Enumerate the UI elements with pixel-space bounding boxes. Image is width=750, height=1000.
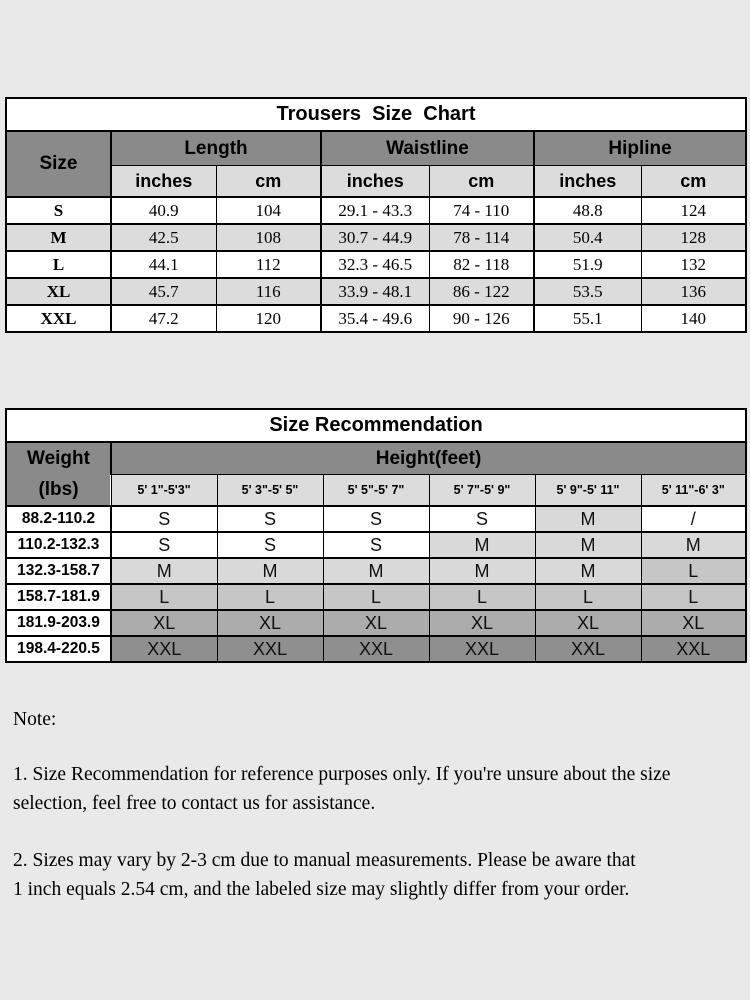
length-cm-value: 112 bbox=[216, 251, 321, 278]
recommended-size: XXL bbox=[217, 636, 323, 662]
recommended-size: M bbox=[217, 558, 323, 584]
weight-range: 110.2-132.3 bbox=[6, 532, 111, 558]
waistline-cm-value: 90 - 126 bbox=[429, 305, 534, 332]
size-label: M bbox=[6, 224, 111, 251]
height-range-header-4: 5' 7"-5' 9" bbox=[429, 475, 535, 507]
recommendation-title-row bbox=[6, 409, 746, 442]
recommended-size: L bbox=[323, 584, 429, 610]
hipline-group-header: Hipline bbox=[534, 131, 746, 166]
length-cm-header: cm bbox=[216, 166, 321, 198]
weight-row-2 bbox=[6, 532, 746, 558]
note-1 bbox=[13, 760, 737, 818]
size-chart-group-header-row bbox=[6, 131, 746, 166]
size-label: XXL bbox=[6, 305, 111, 332]
recommended-size: XXL bbox=[323, 636, 429, 662]
size-chart-title-row bbox=[6, 98, 746, 131]
weight-range: 158.7-181.9 bbox=[6, 584, 111, 610]
length-inches-value: 40.9 bbox=[111, 197, 216, 224]
size-chart-unit-header-row bbox=[6, 166, 746, 198]
recommended-size: L bbox=[641, 584, 746, 610]
note-1-line-2: selection, feel free to contact us for assistance. bbox=[13, 793, 376, 814]
weight-range: 198.4-220.5 bbox=[6, 636, 111, 662]
recommended-size: XXL bbox=[429, 636, 535, 662]
recommended-size: S bbox=[429, 506, 535, 532]
length-group-header: Length bbox=[111, 131, 321, 166]
waistline-cm-value: 74 - 110 bbox=[429, 197, 534, 224]
note-2-line-2: 1 inch equals 2.54 cm, and the labeled size may slightly differ from your order. bbox=[13, 879, 630, 900]
weight-range: 181.9-203.9 bbox=[6, 610, 111, 636]
recommended-size: L bbox=[641, 558, 746, 584]
weight-row-6 bbox=[6, 636, 746, 662]
recommended-size: M bbox=[111, 558, 217, 584]
hipline-cm-value: 132 bbox=[641, 251, 746, 278]
length-cm-value: 108 bbox=[216, 224, 321, 251]
notes-section bbox=[13, 708, 737, 904]
waistline-group-header: Waistline bbox=[321, 131, 534, 166]
size-label: S bbox=[6, 197, 111, 224]
waistline-inches-value: 30.7 - 44.9 bbox=[321, 224, 429, 251]
length-cm-value: 104 bbox=[216, 197, 321, 224]
recommended-size: L bbox=[111, 584, 217, 610]
waistline-cm-header: cm bbox=[429, 166, 534, 198]
height-group-header: Height(feet) bbox=[111, 442, 746, 475]
length-inches-value: 44.1 bbox=[111, 251, 216, 278]
recommended-size: XXL bbox=[535, 636, 641, 662]
recommended-size: S bbox=[217, 506, 323, 532]
note-2-line-1: 2. Sizes may vary by 2-3 cm due to manual measurements. Please be aware that bbox=[13, 850, 636, 871]
weight-header-line2: (lbs) bbox=[38, 479, 79, 500]
weight-column-header bbox=[6, 442, 111, 506]
size-label: L bbox=[6, 251, 111, 278]
length-inches-value: 47.2 bbox=[111, 305, 216, 332]
size-row-xxl bbox=[6, 305, 746, 332]
weight-header-line1: Weight bbox=[27, 448, 90, 469]
height-range-header-5: 5' 9"-5' 11" bbox=[535, 475, 641, 507]
height-range-header-3: 5' 5"-5' 7" bbox=[323, 475, 429, 507]
size-chart-title: Trousers Size Chart bbox=[6, 98, 746, 131]
hipline-inches-header: inches bbox=[534, 166, 641, 198]
weight-range: 88.2-110.2 bbox=[6, 506, 111, 532]
note-1-line-1: 1. Size Recommendation for reference purposes only. If you're unsure about the size bbox=[13, 764, 671, 785]
hipline-inches-value: 50.4 bbox=[534, 224, 641, 251]
recommended-size: XL bbox=[111, 610, 217, 636]
size-row-xl bbox=[6, 278, 746, 305]
waistline-cm-value: 82 - 118 bbox=[429, 251, 534, 278]
height-range-header-row bbox=[6, 475, 746, 507]
recommended-size: XL bbox=[535, 610, 641, 636]
recommendation-group-header-row bbox=[6, 442, 746, 475]
recommendation-title: Size Recommendation bbox=[6, 409, 746, 442]
hipline-cm-value: 136 bbox=[641, 278, 746, 305]
recommended-size: S bbox=[111, 506, 217, 532]
hipline-cm-value: 140 bbox=[641, 305, 746, 332]
hipline-inches-value: 55.1 bbox=[534, 305, 641, 332]
length-cm-value: 116 bbox=[216, 278, 321, 305]
weight-row-3 bbox=[6, 558, 746, 584]
recommended-size: S bbox=[323, 532, 429, 558]
size-recommendation-table bbox=[5, 408, 747, 663]
recommended-size: M bbox=[641, 532, 746, 558]
waistline-inches-value: 29.1 - 43.3 bbox=[321, 197, 429, 224]
hipline-cm-value: 124 bbox=[641, 197, 746, 224]
waistline-cm-value: 86 - 122 bbox=[429, 278, 534, 305]
weight-row-5 bbox=[6, 610, 746, 636]
trousers-size-chart-table bbox=[5, 97, 747, 333]
waistline-inches-header: inches bbox=[321, 166, 429, 198]
length-inches-value: 45.7 bbox=[111, 278, 216, 305]
note-2 bbox=[13, 846, 737, 904]
weight-row-4 bbox=[6, 584, 746, 610]
recommended-size: S bbox=[217, 532, 323, 558]
recommended-size: S bbox=[323, 506, 429, 532]
height-range-header-2: 5' 3"-5' 5" bbox=[217, 475, 323, 507]
waistline-inches-value: 32.3 - 46.5 bbox=[321, 251, 429, 278]
size-column-header: Size bbox=[6, 131, 111, 197]
height-range-header-6: 5' 11"-6' 3" bbox=[641, 475, 746, 507]
height-range-header-1: 5' 1"-5'3" bbox=[111, 475, 217, 507]
recommended-size: M bbox=[429, 532, 535, 558]
size-row-l bbox=[6, 251, 746, 278]
recommended-size: L bbox=[217, 584, 323, 610]
size-row-s bbox=[6, 197, 746, 224]
recommended-size: XXL bbox=[111, 636, 217, 662]
size-label: XL bbox=[6, 278, 111, 305]
weight-row-1 bbox=[6, 506, 746, 532]
recommended-size: / bbox=[641, 506, 746, 532]
hipline-cm-header: cm bbox=[641, 166, 746, 198]
hipline-inches-value: 53.5 bbox=[534, 278, 641, 305]
recommended-size: M bbox=[535, 558, 641, 584]
hipline-cm-value: 128 bbox=[641, 224, 746, 251]
weight-range: 132.3-158.7 bbox=[6, 558, 111, 584]
size-row-m bbox=[6, 224, 746, 251]
recommended-size: XL bbox=[429, 610, 535, 636]
hipline-inches-value: 51.9 bbox=[534, 251, 641, 278]
length-inches-header: inches bbox=[111, 166, 216, 198]
waistline-inches-value: 33.9 - 48.1 bbox=[321, 278, 429, 305]
waistline-inches-value: 35.4 - 49.6 bbox=[321, 305, 429, 332]
recommended-size: XL bbox=[641, 610, 746, 636]
recommended-size: S bbox=[111, 532, 217, 558]
length-cm-value: 120 bbox=[216, 305, 321, 332]
hipline-inches-value: 48.8 bbox=[534, 197, 641, 224]
note-heading: Note: bbox=[13, 709, 57, 730]
recommended-size: XL bbox=[217, 610, 323, 636]
recommended-size: M bbox=[323, 558, 429, 584]
recommended-size: XXL bbox=[641, 636, 746, 662]
recommended-size: M bbox=[535, 506, 641, 532]
recommended-size: XL bbox=[323, 610, 429, 636]
recommended-size: M bbox=[535, 532, 641, 558]
recommended-size: L bbox=[429, 584, 535, 610]
length-inches-value: 42.5 bbox=[111, 224, 216, 251]
recommended-size: L bbox=[535, 584, 641, 610]
waistline-cm-value: 78 - 114 bbox=[429, 224, 534, 251]
recommended-size: M bbox=[429, 558, 535, 584]
